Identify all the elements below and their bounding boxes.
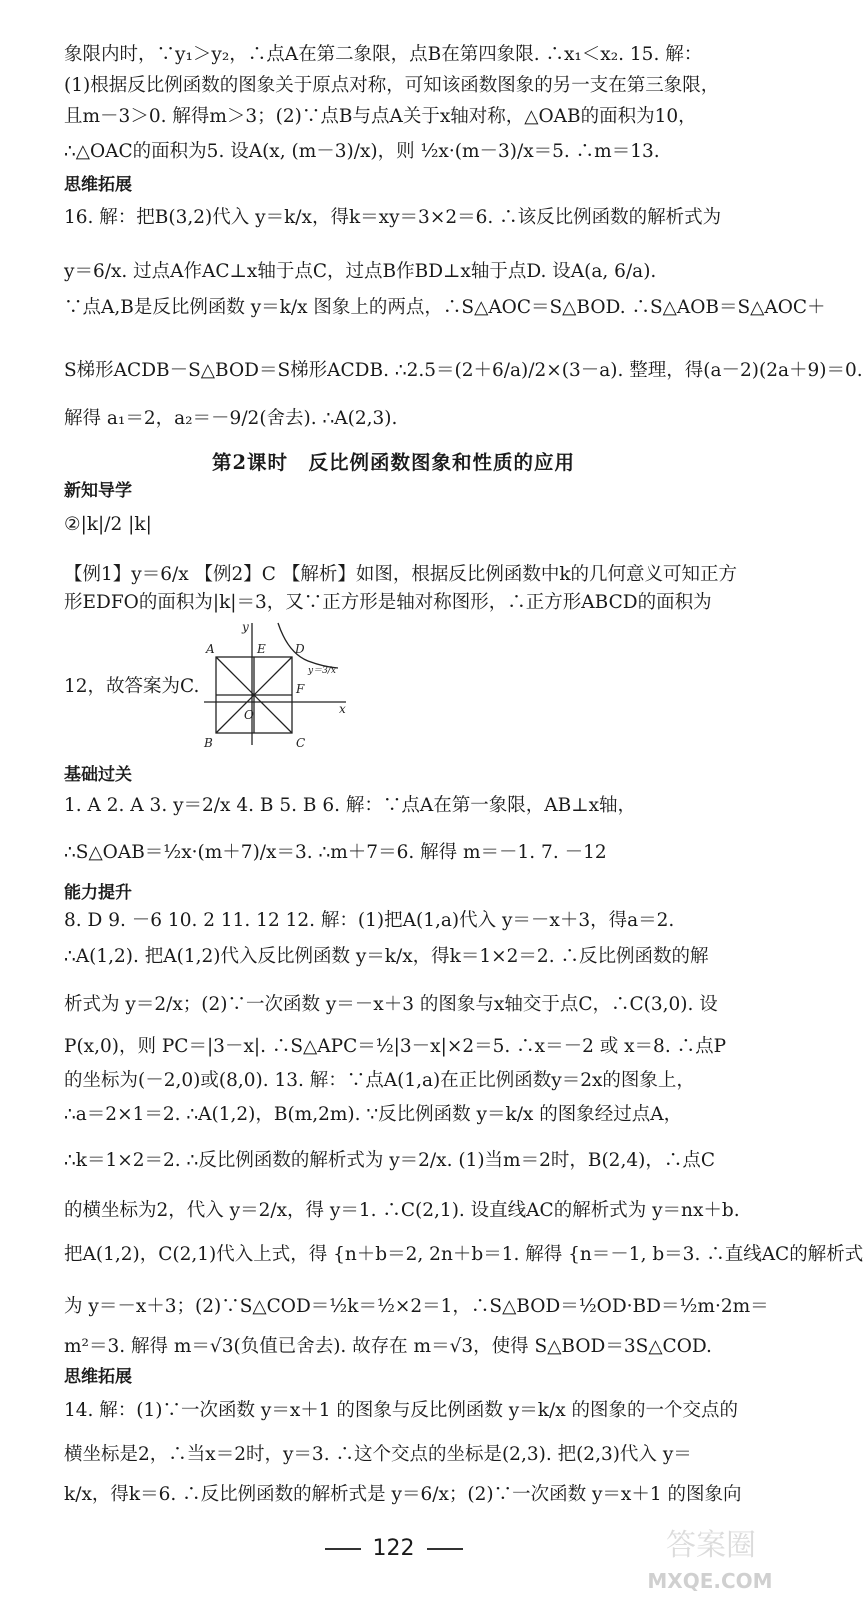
text-line: 【例1】y＝6/x 【例2】C 【解析】如图，根据反比例函数中k的几何意义可知正方 <box>64 564 738 585</box>
text-line: 12，故答案为C. <box>64 676 200 697</box>
point-label-d: D <box>295 642 305 656</box>
text-line: 把A(1,2)，C(2,1)代入上式，得 {n＋b＝2, 2n＋b＝1. 解得 {n＝－1, b＝3. ∴直线AC的解析式 <box>64 1244 863 1265</box>
point-label-e: E <box>257 642 266 656</box>
text-line: 16. 解：把B(3,2)代入 y＝k/x，得k＝xy＝3×2＝6. ∴该反比例函数的解析式为 <box>64 207 722 228</box>
point-label-a: A <box>206 642 215 656</box>
text-line: 象限内时，∵y₁＞y₂，∴点A在第二象限，点B在第四象限. ∴x₁＜x₂. 15. 解： <box>64 44 703 65</box>
text-line: (1)根据反比例函数的图象关于原点对称，可知该函数图象的另一支在第三象限， <box>64 75 720 96</box>
text-line: ∴k＝1×2＝2. ∴反比例函数的解析式为 y＝2/x. (1)当m＝2时，B(2,4)，∴点C <box>64 1150 715 1171</box>
square-hyperbola-figure <box>196 617 371 750</box>
lesson-title: 第2课时 反比例函数图象和性质的应用 <box>211 451 576 474</box>
point-label-o: O <box>244 708 254 722</box>
text-line: 8. D 9. －6 10. 2 11. 12 12. 解：(1)把A(1,a)代入 y＝－x＋3，得a＝2. <box>64 910 675 931</box>
watermark-site: MXQE.COM <box>647 1569 773 1593</box>
page-number-text: 122 <box>372 1536 415 1561</box>
text-line: m²＝3. 解得 m＝√3(负值已舍去). 故存在 m＝√3，使得 S△BOD＝3S△COD. <box>64 1336 712 1357</box>
text-line: 形EDFO的面积为|k|＝3，又∵正方形是轴对称图形，∴正方形ABCD的面积为 <box>64 592 712 613</box>
text-line: k/x，得k＝6. ∴反比例函数的解析式是 y＝6/x；(2)∵一次函数 y＝x＋1 的图象向 <box>64 1484 742 1505</box>
point-label-c: C <box>296 736 306 750</box>
watermark-logo: 答案圈 <box>666 1528 756 1563</box>
page-dash-left <box>325 1548 361 1550</box>
text-line: 1. A 2. A 3. y＝2/x 4. B 5. B 6. 解：∵点A在第一象限，AB⊥x轴， <box>64 795 637 816</box>
text-line: 解得 a₁＝2，a₂＝－9/2(舍去). ∴A(2,3). <box>64 408 398 429</box>
section-heading: 基础过关 <box>64 765 132 785</box>
text-line: ∵点A,B是反比例函数 y＝k/x 图象上的两点，∴S△AOC＝S△BOD. ∴S△AOB＝S△AOC＋ <box>64 297 826 318</box>
curve-label: y＝3/x <box>308 666 336 676</box>
point-label-b: B <box>204 736 213 750</box>
text-line: 的横坐标为2，代入 y＝2/x，得 y＝1. ∴C(2,1). 设直线AC的解析式为 y＝nx＋b. <box>64 1200 740 1221</box>
axis-label-y: y <box>242 620 249 634</box>
text-line: ∴A(1,2). 把A(1,2)代入反比例函数 y＝k/x，得k＝1×2＝2. ∴反比例函数的解 <box>64 946 709 967</box>
text-line: ∴a＝2×1＝2. ∴A(1,2)，B(m,2m). ∵反比例函数 y＝k/x 的图象经过点A， <box>64 1104 683 1125</box>
text-line: ∴△OAC的面积为5. 设A(x, (m－3)/x)，则 ½x·(m－3)/x＝5. ∴m＝13. <box>64 141 660 162</box>
text-line: 且m－3＞0. 解得m＞3；(2)∵点B与点A关于x轴对称，△OAB的面积为10， <box>64 106 697 127</box>
text-line: 14. 解：(1)∵一次函数 y＝x＋1 的图象与反比例函数 y＝k/x 的图象的一个交点的 <box>64 1400 739 1421</box>
text-line: 的坐标为(－2,0)或(8,0). 13. 解：∵点A(1,a)在正比例函数y＝2x的图象上， <box>64 1070 695 1091</box>
section-heading: 思维拓展 <box>64 175 132 195</box>
watermark <box>640 1520 780 1595</box>
text-line: 析式为 y＝2/x；(2)∵一次函数 y＝－x＋3 的图象与x轴交于点C，∴C(3,0). 设 <box>64 994 718 1015</box>
text-line: y＝6/x. 过点A作AC⊥x轴于点C，过点B作BD⊥x轴于点D. 设A(a, 6/a). <box>64 261 657 282</box>
axis-label-x: x <box>339 702 346 716</box>
point-label-f: F <box>296 682 305 696</box>
text-line: 为 y＝－x＋3；(2)∵S△COD＝½k＝½×2＝1，∴S△BOD＝½OD·BD＝½m·2m＝ <box>64 1296 769 1317</box>
section-heading: 思维拓展 <box>64 1367 132 1387</box>
text-line: P(x,0)，则 PC＝|3－x|. ∴S△APC＝½|3－x|×2＝5. ∴x＝－2 或 x＝8. ∴点P <box>64 1036 727 1057</box>
text-line: S梯形ACDB－S△BOD＝S梯形ACDB. ∴2.5＝(2＋6/a)/2×(3－a). 整理，得(a－2)(2a＋9)＝0. <box>64 360 863 381</box>
text-line: ②|k|/2 |k| <box>64 514 152 535</box>
page-dash-right <box>427 1548 463 1550</box>
section-heading: 能力提升 <box>64 883 132 903</box>
text-line: ∴S△OAB＝½x·(m＋7)/x＝3. ∴m＋7＝6. 解得 m＝－1. 7. －12 <box>64 842 607 863</box>
text-line: 横坐标是2，∴当x＝2时，y＝3. ∴这个交点的坐标是(2,3). 把(2,3)代入 y＝ <box>64 1444 692 1465</box>
section-heading: 新知导学 <box>64 481 132 501</box>
